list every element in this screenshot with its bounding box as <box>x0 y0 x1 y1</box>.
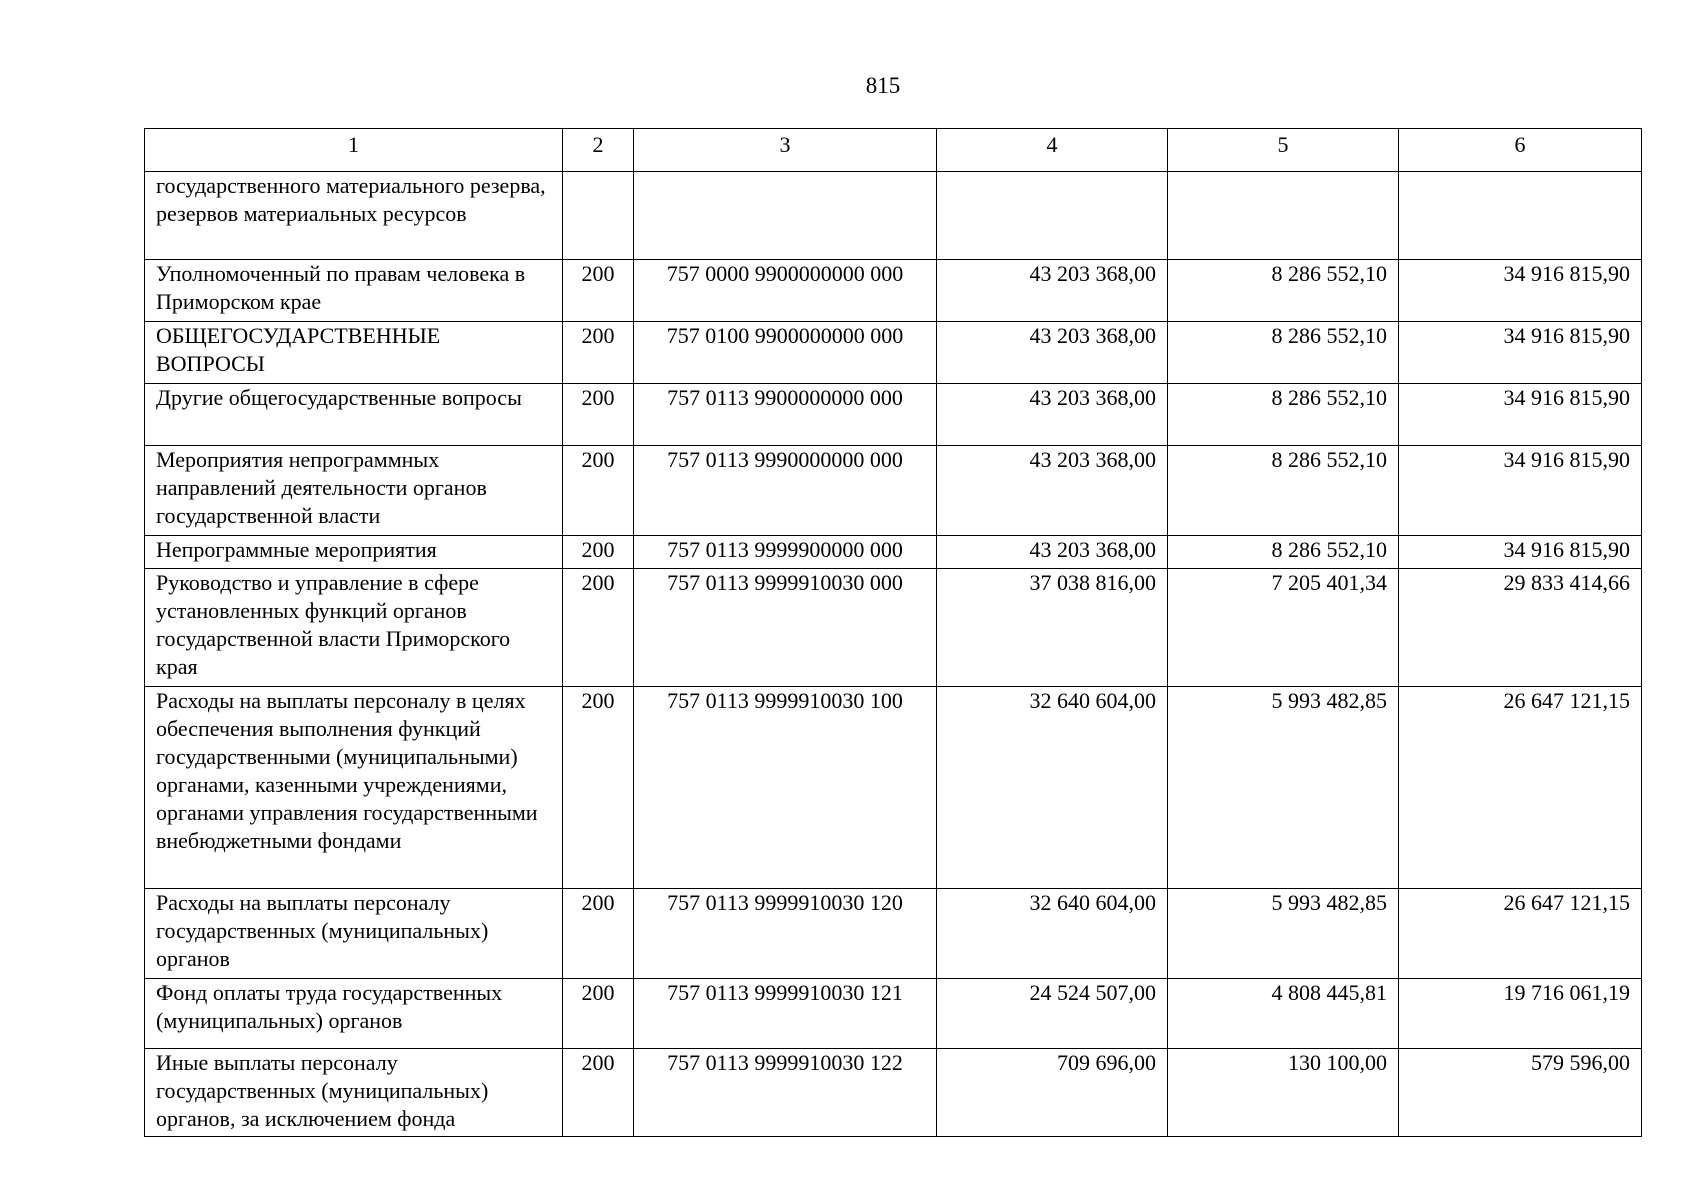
cell-col2: 200 <box>563 384 634 446</box>
column-header: 5 <box>1168 129 1399 172</box>
cell-col2: 200 <box>563 536 634 569</box>
cell-amount-5: 5 993 482,85 <box>1168 889 1399 979</box>
table-row <box>145 979 1642 1049</box>
cell-code: 757 0113 9999910030 121 <box>634 979 937 1049</box>
cell-col2: 200 <box>563 569 634 687</box>
cell-amount-5: 8 286 552,10 <box>1168 260 1399 322</box>
cell-amount-6 <box>1399 172 1642 260</box>
cell-col2: 200 <box>563 1049 634 1137</box>
column-header: 2 <box>563 129 634 172</box>
cell-amount-5: 8 286 552,10 <box>1168 536 1399 569</box>
page-number: 815 <box>865 73 901 98</box>
cell-amount-6: 34 916 815,90 <box>1399 322 1642 384</box>
cell-amount-4: 43 203 368,00 <box>937 446 1168 536</box>
cell-code: 757 0113 9999910030 100 <box>634 687 937 889</box>
cell-amount-4: 37 038 816,00 <box>937 569 1168 687</box>
cell-code: 757 0113 9999910030 000 <box>634 569 937 687</box>
cell-amount-6: 34 916 815,90 <box>1399 446 1642 536</box>
cell-amount-5: 8 286 552,10 <box>1168 446 1399 536</box>
cell-amount-4: 709 696,00 <box>937 1049 1168 1137</box>
cell-col2: 200 <box>563 322 634 384</box>
cell-code: 757 0113 9900000000 000 <box>634 384 937 446</box>
cell-col2: 200 <box>563 979 634 1049</box>
cell-code: 757 0113 9999910030 120 <box>634 889 937 979</box>
table-row <box>145 384 1642 446</box>
cell-col2: 200 <box>563 687 634 889</box>
row-name: Мероприятия непрограммных направлений деятельности органов государственной власти <box>145 446 563 536</box>
column-header: 6 <box>1399 129 1642 172</box>
table-row <box>145 1049 1642 1137</box>
cell-col2 <box>563 172 634 260</box>
table-row <box>145 569 1642 687</box>
cell-code: 757 0000 9900000000 000 <box>634 260 937 322</box>
row-name: Другие общегосударственные вопросы <box>145 384 563 446</box>
row-name: Уполномоченный по правам человека в Приморском крае <box>145 260 563 322</box>
cell-amount-6: 26 647 121,15 <box>1399 889 1642 979</box>
table-row <box>145 536 1642 569</box>
cell-code: 757 0113 9999900000 000 <box>634 536 937 569</box>
cell-amount-5: 8 286 552,10 <box>1168 322 1399 384</box>
cell-amount-4: 43 203 368,00 <box>937 536 1168 569</box>
table-row <box>145 172 1642 260</box>
column-header: 3 <box>634 129 937 172</box>
row-name: государственного материального резерва, резервов материальных ресурсов <box>145 172 563 260</box>
table-row <box>145 446 1642 536</box>
cell-amount-4: 43 203 368,00 <box>937 260 1168 322</box>
cell-code <box>634 172 937 260</box>
cell-code: 757 0113 9999910030 122 <box>634 1049 937 1137</box>
cell-amount-6: 579 596,00 <box>1399 1049 1642 1137</box>
cell-amount-4: 43 203 368,00 <box>937 384 1168 446</box>
cell-amount-5: 4 808 445,81 <box>1168 979 1399 1049</box>
cell-amount-5: 7 205 401,34 <box>1168 569 1399 687</box>
cell-amount-5: 130 100,00 <box>1168 1049 1399 1137</box>
cell-amount-6: 19 716 061,19 <box>1399 979 1642 1049</box>
cell-amount-5: 5 993 482,85 <box>1168 687 1399 889</box>
cell-amount-6: 34 916 815,90 <box>1399 384 1642 446</box>
cell-col2: 200 <box>563 260 634 322</box>
row-name: Руководство и управление в сфере установленных функций органов государственной власти Приморского края <box>145 569 563 687</box>
cell-amount-5 <box>1168 172 1399 260</box>
cell-code: 757 0113 9990000000 000 <box>634 446 937 536</box>
table-row <box>145 322 1642 384</box>
column-header: 4 <box>937 129 1168 172</box>
cell-amount-4: 32 640 604,00 <box>937 889 1168 979</box>
cell-amount-5: 8 286 552,10 <box>1168 384 1399 446</box>
column-header: 1 <box>145 129 563 172</box>
table-row <box>145 260 1642 322</box>
cell-amount-4: 32 640 604,00 <box>937 687 1168 889</box>
row-name: Расходы на выплаты персоналу в целях обеспечения выполнения функций государственными (муниципальными) органами, казенными учреждениями, органами управления государственными внебюджетными фондами <box>145 687 563 889</box>
row-name: Фонд оплаты труда государственных (муниципальных) органов <box>145 979 563 1049</box>
cell-amount-6: 26 647 121,15 <box>1399 687 1642 889</box>
budget-table <box>144 128 1642 1137</box>
cell-amount-4: 24 524 507,00 <box>937 979 1168 1049</box>
cell-col2: 200 <box>563 446 634 536</box>
table-row <box>145 687 1642 889</box>
table-row <box>145 889 1642 979</box>
row-name: Непрограммные мероприятия <box>145 536 563 569</box>
cell-amount-6: 34 916 815,90 <box>1399 536 1642 569</box>
cell-code: 757 0100 9900000000 000 <box>634 322 937 384</box>
cell-amount-6: 29 833 414,66 <box>1399 569 1642 687</box>
cell-col2: 200 <box>563 889 634 979</box>
cell-amount-6: 34 916 815,90 <box>1399 260 1642 322</box>
table-header-row <box>145 129 1642 172</box>
row-name: Иные выплаты персоналу государственных (муниципальных) органов, за исключением фонда <box>145 1049 563 1137</box>
cell-amount-4 <box>937 172 1168 260</box>
row-name: Расходы на выплаты персоналу государственных (муниципальных) органов <box>145 889 563 979</box>
cell-amount-4: 43 203 368,00 <box>937 322 1168 384</box>
row-name: ОБЩЕГОСУДАРСТВЕННЫЕ ВОПРОСЫ <box>145 322 563 384</box>
